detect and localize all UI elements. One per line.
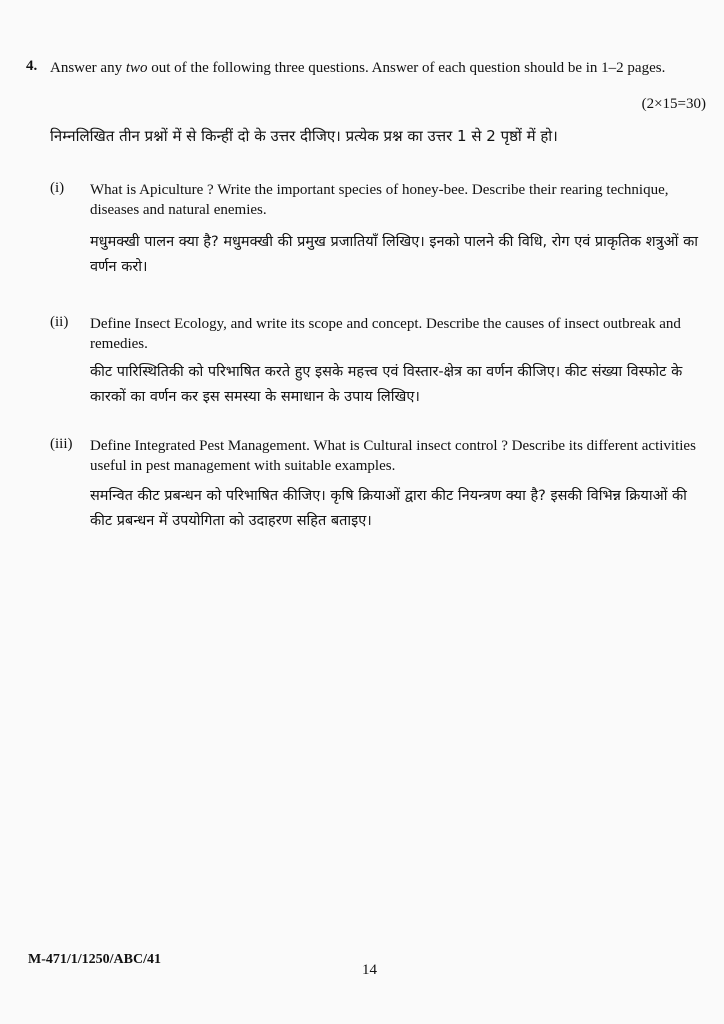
subquestion-label: (ii) bbox=[50, 314, 69, 330]
question-intro-english bbox=[50, 58, 710, 79]
question-intro-hindi: निम्नलिखित तीन प्रश्नों में से किन्हीं दो के उत्तर दीजिए। प्रत्येक प्रश्न का उत्तर 1 से 2 पृष्ठों में हो। bbox=[50, 127, 558, 145]
subquestion-english: Define Insect Ecology, and write its scope and concept. Describe the causes of insect outbreak and remedies. bbox=[90, 316, 681, 352]
subquestion-hindi: समन्वित कीट प्रबन्धन को परिभाषित कीजिए। कृषि क्रियाओं द्वारा कीट नियन्त्रण क्या है? इसकी विभिन्न क्रियाओं की कीट प्रबन्धन में उपयोगिता को उदाहरण सहित बताइए। bbox=[90, 488, 687, 529]
intro-text-italic: two bbox=[125, 60, 148, 76]
subquestion-english: Define Integrated Pest Management. What is Cultural insect control ? Describe its different activities useful in pest management with suitable examples. bbox=[90, 438, 696, 474]
subquestion-label: (iii) bbox=[50, 436, 73, 452]
question-marks: (2×15=30) bbox=[641, 96, 706, 112]
page-number: 14 bbox=[362, 962, 377, 978]
subquestion-hindi: मधुमक्खी पालन क्या है? मधुमक्खी की प्रमुख प्रजातियाँ लिखिए। इनको पालने की विधि, रोग एवं प्राकृतिक शत्रुओं का वर्णन करो। bbox=[90, 234, 698, 275]
subquestion-hindi: कीट पारिस्थितिकी को परिभाषित करते हुए इसके महत्त्व एवं विस्तार-क्षेत्र का वर्णन कीजिए। कीट संख्या विस्फोट के कारकों का वर्णन कर इस समस्या के समाधान के उपाय लिखिए। bbox=[90, 364, 683, 405]
intro-text-end: out of the following three questions. Answer of each question should be in 1–2 pages. bbox=[147, 60, 666, 76]
subquestion-label: (i) bbox=[50, 180, 65, 196]
question-number: 4. bbox=[26, 58, 38, 74]
intro-text-start: Answer any bbox=[50, 60, 126, 76]
paper-code: M-471/1/1250/ABC/41 bbox=[28, 952, 161, 967]
subquestion-english: What is Apiculture ? Write the important species of honey-bee. Describe their rearing technique, diseases and natural enemies. bbox=[90, 182, 669, 218]
